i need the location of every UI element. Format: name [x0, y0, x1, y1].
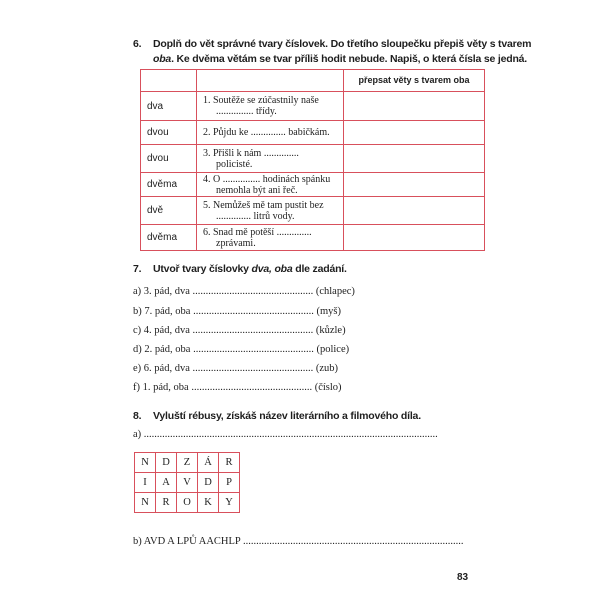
task7-line-f: f) 1. pád, oba .............................................. (číslo) — [133, 382, 342, 393]
rewrite-cell[interactable] — [344, 92, 485, 121]
rebus-grid — [134, 452, 240, 513]
answer-blank[interactable]: .............................................. — [192, 363, 314, 374]
task7-line-a: a) 3. pád, dva .............................................. (chlapec) — [133, 286, 355, 297]
rebus-cell: I — [135, 473, 156, 493]
header-empty-2 — [197, 70, 344, 92]
rewrite-cell[interactable] — [344, 225, 485, 251]
answer-blank[interactable]: .............................................. — [193, 344, 314, 355]
rebus-cell: P — [219, 473, 240, 493]
answer-blank[interactable]: .............................................. — [192, 286, 314, 297]
task8-number: 8. — [133, 410, 142, 422]
rewrite-cell[interactable] — [344, 173, 485, 197]
answer-a-label: a) — [133, 429, 142, 440]
task7-line-d: d) 2. pád, oba .............................................. (police) — [133, 344, 350, 355]
answer-blank-b[interactable]: .................................................................................... — [242, 536, 464, 547]
row-word: dvou — [141, 121, 197, 145]
rebus-cell: R — [156, 493, 177, 513]
row-word: dvou — [141, 145, 197, 173]
table-row — [141, 225, 485, 251]
rebus-cell: D — [198, 473, 219, 493]
rewrite-cell[interactable] — [344, 145, 485, 173]
rebus-cell: K — [198, 493, 219, 513]
task7-line-e: e) 6. pád, dva .............................................. (zub) — [133, 363, 339, 374]
rebus-cell: D — [156, 453, 177, 473]
rebus-cell: Á — [198, 453, 219, 473]
task8-answer-b — [133, 536, 463, 547]
task7-heading — [133, 263, 347, 275]
task7-line-c: c) 4. pád, dva .............................................. (kůzle) — [133, 325, 346, 336]
row-sentence: 6. Snad mě potěší .............. zprávami. — [197, 225, 344, 251]
page-number: 83 — [457, 572, 469, 583]
task7-numerals: dva, oba — [251, 263, 293, 275]
row-sentence: 1. Soutěže se zúčastnily naše ............... třídy. — [197, 92, 344, 121]
rebus-cell: N — [135, 453, 156, 473]
task7-instruction-end: dle zadání. — [292, 263, 347, 275]
task6-oba-word: oba — [153, 53, 172, 65]
task8-heading — [133, 410, 421, 422]
row-sentence: 2. Půjdu ke .............. babičkám. — [197, 121, 344, 145]
answer-b-label: b) AVD A LPŮ AACHLP — [133, 536, 241, 547]
row-word: dvěma — [141, 173, 197, 197]
column-header-rewrite: přepsat věty s tvarem oba — [344, 70, 485, 92]
row-sentence: 5. Nemůžeš mě tam pustit bez .............. litrů vody. — [197, 197, 344, 225]
task8-answer-a — [133, 429, 438, 440]
task6-heading — [133, 38, 531, 50]
task7-instruction: Utvoř tvary číslovky — [153, 263, 252, 275]
header-empty-1 — [141, 70, 197, 92]
rebus-cell: R — [219, 453, 240, 473]
answer-blank[interactable]: .............................................. — [192, 325, 314, 336]
task7-line-b: b) 7. pád, oba .............................................. (myš) — [133, 306, 341, 317]
table-row — [141, 121, 485, 145]
answer-blank[interactable]: .............................................. — [191, 382, 313, 393]
task6-heading-line2 — [153, 53, 527, 65]
task8-instruction: Vyluští rébusy, získáš název literárního a filmového díla. — [153, 410, 421, 422]
rebus-cell: V — [177, 473, 198, 493]
row-sentence: 4. O ............... hodinách spánku nemohla být ani řeč. — [197, 173, 344, 197]
task6-instruction-line2: . Ke dvěma větám se tvar příliš hodit nebude. Napiš, o která čísla se jedná. — [171, 53, 528, 65]
table-row — [141, 92, 485, 121]
rebus-cell: A — [156, 473, 177, 493]
rebus-cell: N — [135, 493, 156, 513]
rebus-cell: Z — [177, 453, 198, 473]
rebus-cell: O — [177, 493, 198, 513]
row-word: dva — [141, 92, 197, 121]
task6-instruction-line1: Doplň do vět správné tvary číslovek. Do třetího sloupečku přepiš věty s tvarem — [153, 38, 532, 50]
rewrite-cell[interactable] — [344, 197, 485, 225]
row-word: dvěma — [141, 225, 197, 251]
table-row — [141, 145, 485, 173]
task6-table — [140, 69, 485, 251]
answer-blank[interactable]: .............................................. — [193, 306, 314, 317]
row-sentence: 3. Přišli k nám .............. policisté. — [197, 145, 344, 173]
task7-number: 7. — [133, 263, 142, 275]
rebus-cell: Y — [219, 493, 240, 513]
table-row — [141, 197, 485, 225]
rewrite-cell[interactable] — [344, 121, 485, 145]
table-row — [141, 173, 485, 197]
task6-number: 6. — [133, 38, 142, 50]
answer-blank-a[interactable]: ................................................................................................................ — [143, 429, 438, 440]
row-word: dvě — [141, 197, 197, 225]
